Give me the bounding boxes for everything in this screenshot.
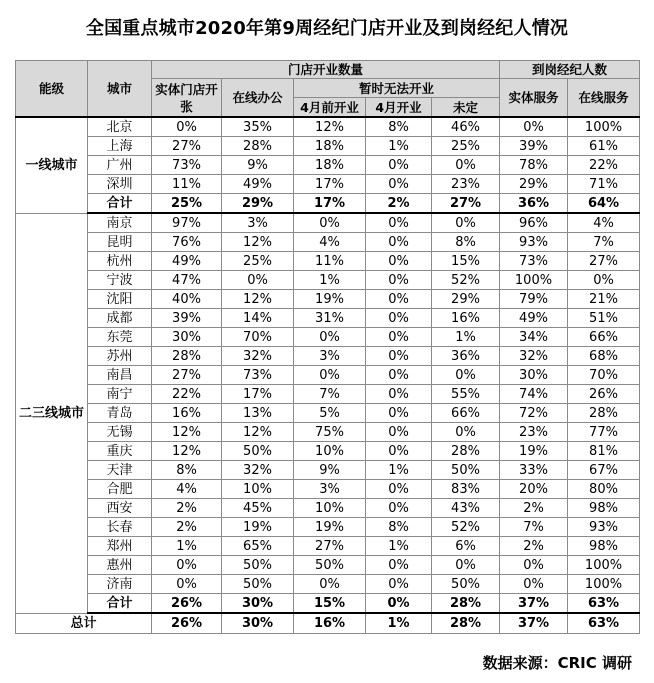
value-cell-april: 0% <box>366 175 432 194</box>
value-cell-phys-service: 2% <box>500 499 568 518</box>
value-cell-phys-service: 74% <box>500 385 568 404</box>
table-row <box>16 156 640 175</box>
city-cell: 西安 <box>88 499 152 518</box>
value-cell-physical: 47% <box>152 271 222 290</box>
city-cell: 南昌 <box>88 366 152 385</box>
agency-store-table <box>15 60 640 634</box>
value-cell-online-service: 0% <box>568 271 640 290</box>
value-cell-april: 0% <box>366 271 432 290</box>
header-physical-open: 实体门店开张 <box>152 79 222 118</box>
value-cell-phys-service: 96% <box>500 213 568 233</box>
value-cell-phys-service: 73% <box>500 252 568 271</box>
city-cell: 苏州 <box>88 347 152 366</box>
value-cell-before-april: 31% <box>294 309 366 328</box>
value-cell-undecided: 25% <box>432 137 500 156</box>
value-cell-phys-service: 32% <box>500 347 568 366</box>
value-cell-physical: 11% <box>152 175 222 194</box>
value-cell-april: 2% <box>366 194 432 214</box>
header-agents-on-duty: 到岗经纪人数 <box>500 61 640 79</box>
city-cell: 郑州 <box>88 537 152 556</box>
value-cell-undecided: 83% <box>432 480 500 499</box>
value-cell-online: 0% <box>222 271 294 290</box>
value-cell-before-april: 27% <box>294 537 366 556</box>
city-cell: 杭州 <box>88 252 152 271</box>
value-cell-undecided: 23% <box>432 175 500 194</box>
city-cell: 合计 <box>88 194 152 214</box>
value-cell-april: 0% <box>366 213 432 233</box>
grand-total-phys-service: 37% <box>500 613 568 634</box>
value-cell-online-service: 28% <box>568 404 640 423</box>
value-cell-april: 1% <box>366 537 432 556</box>
header-undecided: 未定 <box>432 98 500 118</box>
value-cell-online: 30% <box>222 594 294 614</box>
table-row <box>16 213 640 233</box>
value-cell-online: 45% <box>222 499 294 518</box>
value-cell-before-april: 12% <box>294 117 366 137</box>
value-cell-undecided: 15% <box>432 252 500 271</box>
value-cell-online-service: 63% <box>568 594 640 614</box>
value-cell-undecided: 1% <box>432 328 500 347</box>
value-cell-phys-service: 19% <box>500 442 568 461</box>
value-cell-april: 0% <box>366 480 432 499</box>
city-cell: 合计 <box>88 594 152 614</box>
value-cell-phys-service: 72% <box>500 404 568 423</box>
value-cell-undecided: 43% <box>432 499 500 518</box>
value-cell-physical: 1% <box>152 537 222 556</box>
city-cell: 东莞 <box>88 328 152 347</box>
table-row <box>16 499 640 518</box>
city-cell: 成都 <box>88 309 152 328</box>
value-cell-before-april: 0% <box>294 366 366 385</box>
value-cell-phys-service: 23% <box>500 423 568 442</box>
value-cell-physical: 8% <box>152 461 222 480</box>
value-cell-before-april: 1% <box>294 271 366 290</box>
value-cell-april: 0% <box>366 404 432 423</box>
value-cell-april: 0% <box>366 442 432 461</box>
table-row <box>16 290 640 309</box>
grand-total-physical: 26% <box>152 613 222 634</box>
value-cell-phys-service: 100% <box>500 271 568 290</box>
city-cell: 济南 <box>88 575 152 594</box>
value-cell-online-service: 22% <box>568 156 640 175</box>
value-cell-online-service: 80% <box>568 480 640 499</box>
value-cell-physical: 16% <box>152 404 222 423</box>
data-source: 数据来源：CRIC 调研 <box>482 654 632 672</box>
table-row <box>16 175 640 194</box>
value-cell-online: 12% <box>222 233 294 252</box>
value-cell-before-april: 9% <box>294 461 366 480</box>
value-cell-april: 0% <box>366 233 432 252</box>
value-cell-undecided: 27% <box>432 194 500 214</box>
value-cell-online-service: 98% <box>568 499 640 518</box>
value-cell-online: 3% <box>222 213 294 233</box>
city-cell: 宁波 <box>88 271 152 290</box>
value-cell-online-service: 7% <box>568 233 640 252</box>
value-cell-online: 14% <box>222 309 294 328</box>
table-row <box>16 575 640 594</box>
value-cell-april: 0% <box>366 156 432 175</box>
value-cell-april: 0% <box>366 290 432 309</box>
header-city: 城市 <box>88 61 152 118</box>
header-temp-closed: 暂时无法开业 <box>294 79 500 98</box>
value-cell-online-service: 70% <box>568 366 640 385</box>
subtotal-row <box>16 194 640 214</box>
city-cell: 上海 <box>88 137 152 156</box>
value-cell-online: 12% <box>222 290 294 309</box>
value-cell-physical: 26% <box>152 594 222 614</box>
grand-total-before-april: 16% <box>294 613 366 634</box>
value-cell-physical: 28% <box>152 347 222 366</box>
value-cell-undecided: 52% <box>432 271 500 290</box>
table-row <box>16 385 640 404</box>
page-title: 全国重点城市2020年第9周经纪门店开业及到岗经纪人情况 <box>85 18 569 39</box>
grand-total-april: 1% <box>366 613 432 634</box>
value-cell-online-service: 67% <box>568 461 640 480</box>
value-cell-online-service: 4% <box>568 213 640 233</box>
value-cell-physical: 0% <box>152 556 222 575</box>
value-cell-before-april: 0% <box>294 213 366 233</box>
value-cell-online: 13% <box>222 404 294 423</box>
table-row <box>16 117 640 137</box>
table-row <box>16 271 640 290</box>
city-cell: 合肥 <box>88 480 152 499</box>
value-cell-phys-service: 93% <box>500 233 568 252</box>
value-cell-physical: 73% <box>152 156 222 175</box>
table-row <box>16 518 640 537</box>
value-cell-online: 28% <box>222 137 294 156</box>
value-cell-phys-service: 78% <box>500 156 568 175</box>
value-cell-online: 25% <box>222 252 294 271</box>
city-cell: 深圳 <box>88 175 152 194</box>
value-cell-physical: 0% <box>152 575 222 594</box>
value-cell-undecided: 8% <box>432 233 500 252</box>
value-cell-online: 32% <box>222 461 294 480</box>
value-cell-physical: 12% <box>152 423 222 442</box>
value-cell-online-service: 68% <box>568 347 640 366</box>
city-cell: 南宁 <box>88 385 152 404</box>
value-cell-april: 8% <box>366 117 432 137</box>
value-cell-phys-service: 7% <box>500 518 568 537</box>
value-cell-april: 0% <box>366 347 432 366</box>
value-cell-april: 0% <box>366 309 432 328</box>
city-cell: 北京 <box>88 117 152 137</box>
value-cell-physical: 30% <box>152 328 222 347</box>
value-cell-online: 12% <box>222 423 294 442</box>
city-cell: 沈阳 <box>88 290 152 309</box>
value-cell-physical: 27% <box>152 366 222 385</box>
value-cell-physical: 4% <box>152 480 222 499</box>
tier-label: 一线城市 <box>16 117 88 213</box>
value-cell-april: 0% <box>366 499 432 518</box>
value-cell-phys-service: 37% <box>500 594 568 614</box>
value-cell-april: 0% <box>366 556 432 575</box>
value-cell-physical: 40% <box>152 290 222 309</box>
grand-total-row <box>16 613 640 634</box>
value-cell-undecided: 0% <box>432 366 500 385</box>
value-cell-online-service: 51% <box>568 309 640 328</box>
header-in-april: 4月开业 <box>366 98 432 118</box>
city-cell: 昆明 <box>88 233 152 252</box>
value-cell-april: 0% <box>366 252 432 271</box>
value-cell-online-service: 26% <box>568 385 640 404</box>
value-cell-before-april: 17% <box>294 194 366 214</box>
value-cell-april: 1% <box>366 137 432 156</box>
value-cell-undecided: 28% <box>432 442 500 461</box>
value-cell-undecided: 0% <box>432 156 500 175</box>
value-cell-before-april: 3% <box>294 480 366 499</box>
value-cell-physical: 2% <box>152 518 222 537</box>
table-row <box>16 423 640 442</box>
grand-total-online: 30% <box>222 613 294 634</box>
value-cell-online: 32% <box>222 347 294 366</box>
value-cell-physical: 39% <box>152 309 222 328</box>
value-cell-online-service: 77% <box>568 423 640 442</box>
grand-total-online-service: 63% <box>568 613 640 634</box>
value-cell-phys-service: 0% <box>500 575 568 594</box>
value-cell-online-service: 21% <box>568 290 640 309</box>
value-cell-phys-service: 49% <box>500 309 568 328</box>
value-cell-april: 0% <box>366 328 432 347</box>
city-cell: 无锡 <box>88 423 152 442</box>
value-cell-phys-service: 39% <box>500 137 568 156</box>
value-cell-online-service: 100% <box>568 117 640 137</box>
value-cell-april: 0% <box>366 366 432 385</box>
value-cell-online-service: 100% <box>568 575 640 594</box>
value-cell-before-april: 5% <box>294 404 366 423</box>
tier-label: 二三线城市 <box>16 213 88 613</box>
city-cell: 青岛 <box>88 404 152 423</box>
value-cell-before-april: 3% <box>294 347 366 366</box>
value-cell-phys-service: 20% <box>500 480 568 499</box>
value-cell-before-april: 10% <box>294 499 366 518</box>
value-cell-online-service: 98% <box>568 537 640 556</box>
value-cell-online: 19% <box>222 518 294 537</box>
value-cell-undecided: 36% <box>432 347 500 366</box>
value-cell-online-service: 27% <box>568 252 640 271</box>
value-cell-before-april: 15% <box>294 594 366 614</box>
header-tier: 能级 <box>16 61 88 118</box>
table-row <box>16 366 640 385</box>
value-cell-physical: 2% <box>152 499 222 518</box>
value-cell-online: 17% <box>222 385 294 404</box>
value-cell-phys-service: 79% <box>500 290 568 309</box>
table-row <box>16 404 640 423</box>
value-cell-online: 70% <box>222 328 294 347</box>
table-row <box>16 442 640 461</box>
table-row <box>16 556 640 575</box>
value-cell-phys-service: 0% <box>500 117 568 137</box>
value-cell-before-april: 4% <box>294 233 366 252</box>
value-cell-undecided: 66% <box>432 404 500 423</box>
value-cell-undecided: 28% <box>432 594 500 614</box>
value-cell-online-service: 64% <box>568 194 640 214</box>
value-cell-physical: 49% <box>152 252 222 271</box>
value-cell-online-service: 100% <box>568 556 640 575</box>
value-cell-online: 9% <box>222 156 294 175</box>
table-row <box>16 461 640 480</box>
city-cell: 天津 <box>88 461 152 480</box>
header-before-april: 4月前开业 <box>294 98 366 118</box>
value-cell-phys-service: 0% <box>500 556 568 575</box>
value-cell-online: 50% <box>222 556 294 575</box>
value-cell-before-april: 18% <box>294 137 366 156</box>
value-cell-before-april: 11% <box>294 252 366 271</box>
value-cell-before-april: 19% <box>294 518 366 537</box>
value-cell-undecided: 52% <box>432 518 500 537</box>
value-cell-undecided: 0% <box>432 423 500 442</box>
city-cell: 南京 <box>88 213 152 233</box>
value-cell-online-service: 81% <box>568 442 640 461</box>
value-cell-april: 0% <box>366 385 432 404</box>
value-cell-online: 49% <box>222 175 294 194</box>
value-cell-online: 50% <box>222 575 294 594</box>
table-row <box>16 252 640 271</box>
city-cell: 长春 <box>88 518 152 537</box>
value-cell-online: 10% <box>222 480 294 499</box>
table-row <box>16 480 640 499</box>
value-cell-phys-service: 29% <box>500 175 568 194</box>
table-row <box>16 328 640 347</box>
city-cell: 惠州 <box>88 556 152 575</box>
table-row <box>16 309 640 328</box>
value-cell-april: 0% <box>366 423 432 442</box>
value-cell-online-service: 71% <box>568 175 640 194</box>
value-cell-online: 29% <box>222 194 294 214</box>
value-cell-before-april: 75% <box>294 423 366 442</box>
value-cell-physical: 0% <box>152 117 222 137</box>
value-cell-online-service: 93% <box>568 518 640 537</box>
value-cell-phys-service: 2% <box>500 537 568 556</box>
value-cell-online: 35% <box>222 117 294 137</box>
value-cell-undecided: 29% <box>432 290 500 309</box>
value-cell-undecided: 16% <box>432 309 500 328</box>
value-cell-online-service: 66% <box>568 328 640 347</box>
header-physical-service: 实体服务 <box>500 79 568 118</box>
value-cell-undecided: 55% <box>432 385 500 404</box>
value-cell-april: 8% <box>366 518 432 537</box>
value-cell-phys-service: 36% <box>500 194 568 214</box>
value-cell-before-april: 0% <box>294 328 366 347</box>
value-cell-phys-service: 34% <box>500 328 568 347</box>
value-cell-undecided: 50% <box>432 461 500 480</box>
value-cell-online: 50% <box>222 442 294 461</box>
value-cell-online: 73% <box>222 366 294 385</box>
value-cell-before-april: 19% <box>294 290 366 309</box>
value-cell-before-april: 10% <box>294 442 366 461</box>
subtotal-row <box>16 594 640 614</box>
value-cell-before-april: 0% <box>294 575 366 594</box>
table-row <box>16 137 640 156</box>
table-row <box>16 233 640 252</box>
value-cell-online: 65% <box>222 537 294 556</box>
value-cell-before-april: 7% <box>294 385 366 404</box>
grand-total-label: 总计 <box>16 613 152 634</box>
value-cell-undecided: 46% <box>432 117 500 137</box>
value-cell-online-service: 61% <box>568 137 640 156</box>
value-cell-physical: 12% <box>152 442 222 461</box>
value-cell-april: 0% <box>366 575 432 594</box>
value-cell-undecided: 6% <box>432 537 500 556</box>
value-cell-phys-service: 33% <box>500 461 568 480</box>
city-cell: 广州 <box>88 156 152 175</box>
value-cell-before-april: 17% <box>294 175 366 194</box>
value-cell-april: 0% <box>366 594 432 614</box>
table-row <box>16 347 640 366</box>
grand-total-undecided: 28% <box>432 613 500 634</box>
value-cell-undecided: 50% <box>432 575 500 594</box>
header-row-1 <box>16 61 640 79</box>
value-cell-physical: 27% <box>152 137 222 156</box>
city-cell: 重庆 <box>88 442 152 461</box>
value-cell-undecided: 0% <box>432 213 500 233</box>
value-cell-before-april: 50% <box>294 556 366 575</box>
header-online-office: 在线办公 <box>222 79 294 118</box>
value-cell-phys-service: 30% <box>500 366 568 385</box>
value-cell-physical: 22% <box>152 385 222 404</box>
header-online-service: 在线服务 <box>568 79 640 118</box>
value-cell-physical: 25% <box>152 194 222 214</box>
value-cell-physical: 76% <box>152 233 222 252</box>
value-cell-undecided: 0% <box>432 556 500 575</box>
value-cell-before-april: 18% <box>294 156 366 175</box>
header-store-open-count: 门店开业数量 <box>152 61 500 79</box>
table-row <box>16 537 640 556</box>
value-cell-physical: 97% <box>152 213 222 233</box>
value-cell-april: 1% <box>366 461 432 480</box>
